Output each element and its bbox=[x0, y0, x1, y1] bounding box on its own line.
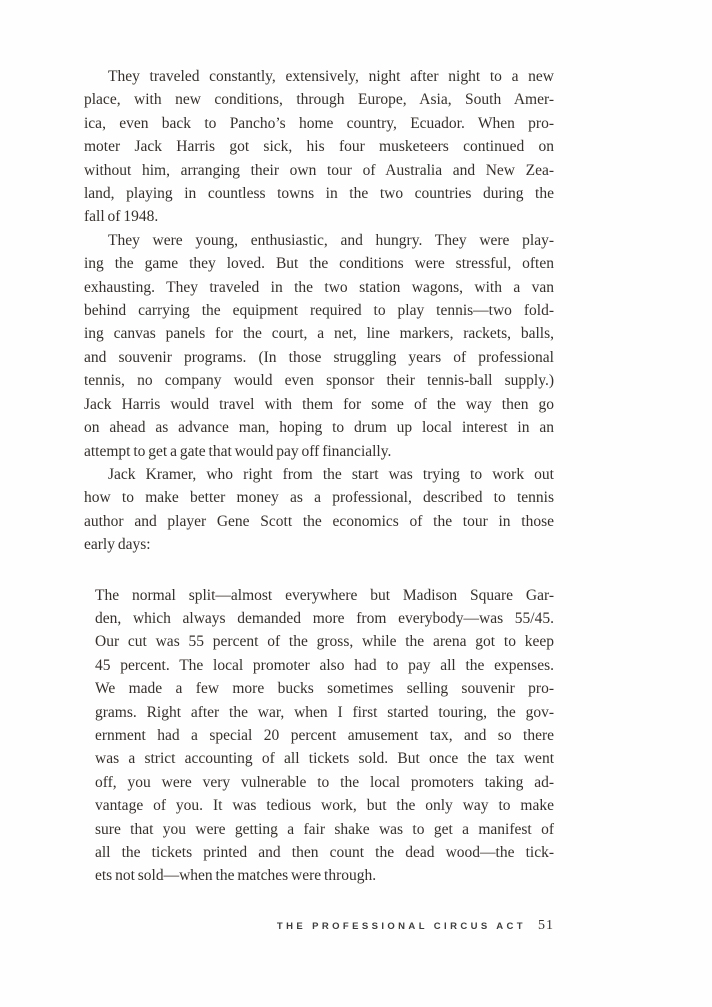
text-line: early days: bbox=[84, 536, 151, 554]
text-line: moter Jack Harris got sick, his four musketeers continued on bbox=[84, 138, 554, 156]
text-line: The normal split—almost everywhere but Madison Square Gar- bbox=[95, 586, 554, 604]
text-line: 45 percent. The local promoter also had to pay all the expenses. bbox=[95, 656, 554, 674]
text-line: vantage of you. It was tedious work, but the only way to make bbox=[95, 797, 554, 815]
text-line: was a strict accounting of all tickets sold. But once the tax went bbox=[95, 750, 554, 768]
text-line: land, playing in countless towns in the two countries during the bbox=[84, 185, 554, 203]
paragraph bbox=[84, 229, 554, 463]
text-line: Jack Harris would travel with them for some of the way then go bbox=[84, 395, 554, 413]
text-line: attempt to get a gate that would pay off financially. bbox=[84, 442, 392, 460]
text-line: Jack Kramer, who right from the start was trying to work out bbox=[108, 465, 554, 483]
running-head: THE PROFESSIONAL CIRCUS ACT bbox=[276, 921, 526, 932]
text-line: exhausting. They traveled in the two station wagons, with a van bbox=[84, 278, 554, 296]
text-line: author and player Gene Scott the economics of the tour in those bbox=[84, 512, 554, 530]
text-line: behind carrying the equipment required to play tennis—two fold- bbox=[84, 302, 554, 320]
text-line: Our cut was 55 percent of the gross, while the arena got to keep bbox=[95, 633, 554, 651]
text-line: ing the game they loved. But the conditions were stressful, often bbox=[84, 255, 554, 273]
page-footer bbox=[84, 916, 554, 934]
text-line: sure that you were getting a fair shake was to get a manifest of bbox=[95, 820, 554, 838]
text-line: place, with new conditions, through Europe, Asia, South Amer- bbox=[84, 91, 554, 109]
text-line: They traveled constantly, extensively, night after night to a new bbox=[108, 68, 554, 85]
paragraph bbox=[84, 463, 554, 557]
text-line: off, you were very vulnerable to the local promoters taking ad- bbox=[95, 773, 554, 791]
text-line: ica, even back to Pancho’s home country, Ecuador. When pro- bbox=[84, 114, 554, 132]
text-line: tennis, no company would even sponsor their tennis-ball supply.) bbox=[84, 372, 554, 390]
text-line: ing canvas panels for the court, a net, line markers, rackets, balls, bbox=[84, 325, 554, 343]
text-line: on ahead as advance man, hoping to drum up local interest in an bbox=[84, 419, 554, 437]
text-line: grams. Right after the war, when I first started touring, the gov- bbox=[95, 703, 554, 721]
text-block bbox=[84, 65, 554, 888]
text-line: fall of 1948. bbox=[84, 208, 159, 226]
text-line: and souvenir programs. (In those struggling years of professional bbox=[84, 348, 554, 366]
text-line: They were young, enthusiastic, and hungry. They were play- bbox=[108, 231, 554, 249]
text-line: We made a few more bucks sometimes selling souvenir pro- bbox=[95, 680, 554, 698]
text-line: ets not sold—when the matches were through. bbox=[95, 867, 377, 885]
text-line: how to make better money as a professional, described to tennis bbox=[84, 489, 554, 507]
text-line: ernment had a special 20 percent amusement tax, and so there bbox=[95, 726, 554, 744]
text-line: den, which always demanded more from everybody—was 55/45. bbox=[95, 609, 554, 627]
block-quote bbox=[84, 584, 554, 888]
text-line: all the tickets printed and then count the dead wood—the tick- bbox=[95, 844, 554, 861]
text-line: without him, arranging their own tour of Australia and New Zea- bbox=[84, 161, 554, 179]
page-number: 51 bbox=[538, 918, 554, 933]
paragraph bbox=[84, 65, 554, 229]
